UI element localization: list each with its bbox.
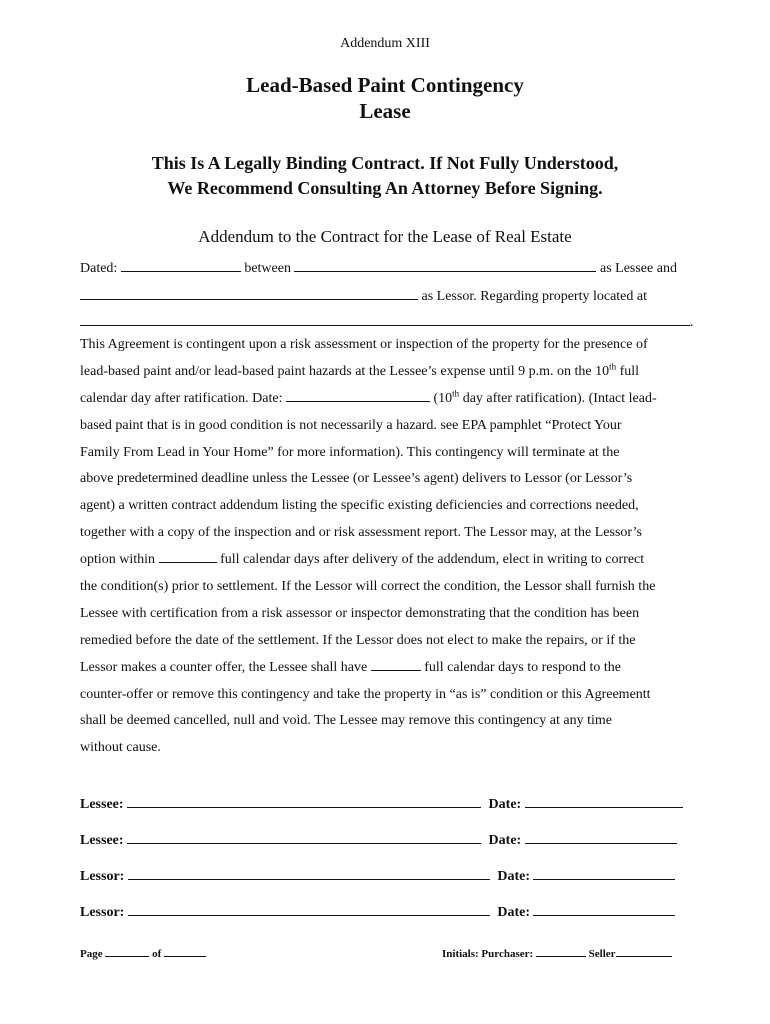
lessor-row <box>80 286 647 305</box>
signature-row-lessor-2 <box>80 902 675 921</box>
body-line: agent) a written contract addendum listing the specific existing deficiencies and corrections needed, <box>80 498 639 514</box>
lessor-signature-field[interactable] <box>128 902 490 916</box>
body-line <box>80 655 705 682</box>
document-title <box>0 72 770 124</box>
initials <box>442 946 672 960</box>
page-label: Page <box>80 948 103 960</box>
lessor-label: Lessor: <box>80 905 125 920</box>
date-label: Date: <box>488 833 522 848</box>
document-subtitle: Addendum to the Contract for the Lease of Real Estate <box>198 227 572 246</box>
purchaser-initials-field[interactable] <box>536 946 586 957</box>
dated-label: Dated: <box>80 261 118 276</box>
page-number-field[interactable] <box>105 946 149 957</box>
body-line: together with a copy of the inspection and or risk assessment report. The Lessor may, at the Lessor’s <box>80 525 642 541</box>
legal-warning <box>0 151 770 201</box>
title-line-2: Lease <box>359 99 411 123</box>
property-row <box>80 312 694 331</box>
body-line: remedied before the date of the settlement. If the Lessor does not elect to make the repairs, or if the <box>80 632 636 648</box>
lessee-days-field[interactable] <box>371 657 421 671</box>
lessee-date-field[interactable] <box>525 794 683 808</box>
property-address-field[interactable] <box>80 312 690 326</box>
body-line: Lessee with certification from a risk assessor or inspector demonstrating that the condition has been <box>80 605 640 621</box>
body-line <box>80 386 705 413</box>
signature-row-lessee-1 <box>80 794 683 813</box>
body-line <box>80 547 705 574</box>
dated-field[interactable] <box>121 258 241 272</box>
lessee-name-field[interactable] <box>294 258 596 272</box>
lessor-signature-field[interactable] <box>128 866 490 880</box>
lessee-label: Lessee: <box>80 833 124 848</box>
date-label: Date: <box>497 905 530 920</box>
lessor-suffix: as Lessor. Regarding property located at <box>421 289 647 304</box>
body-line: Family From Lead in Your Home” for more information). This contingency will terminate at the <box>80 444 620 460</box>
lessee-suffix: as Lessee and <box>599 261 677 276</box>
body-text: (10 <box>430 390 453 406</box>
date-label: Date: <box>497 869 530 884</box>
lessee-signature-field[interactable] <box>127 830 481 844</box>
lessor-date-field[interactable] <box>533 902 675 916</box>
seller-initials-field[interactable] <box>616 946 672 957</box>
body-text: option within <box>80 552 159 568</box>
body-line: based paint that is in good condition is not necessarily a hazard. see EPA pamphlet “Protect Your <box>80 417 622 433</box>
body-text: calendar day after ratification. Date: <box>80 390 286 406</box>
lessor-name-field[interactable] <box>80 286 418 300</box>
body-text: full calendar days to respond to the <box>420 659 621 675</box>
page-number <box>80 946 206 960</box>
lessee-date-field[interactable] <box>525 830 677 844</box>
signature-row-lessee-2 <box>80 830 677 849</box>
lessee-signature-field[interactable] <box>127 794 481 808</box>
body-line: shall be deemed cancelled, null and void. The Lessee may remove this contingency at any time <box>80 713 612 729</box>
body-text: lead-based paint and/or lead-based paint hazards at the Lessee’s expense until 9 p.m. on the 10 <box>80 363 610 379</box>
lessor-date-field[interactable] <box>533 866 675 880</box>
purchaser-initials-label: Initials: Purchaser: <box>442 948 534 960</box>
warning-line-1: This Is A Legally Binding Contract. If Not Fully Understood, <box>151 153 619 173</box>
superscript: th <box>452 388 460 399</box>
of-label: of <box>152 948 162 960</box>
seller-initials-label: Seller <box>588 948 616 960</box>
date-label: Date: <box>488 797 522 812</box>
title-line-1: Lead-Based Paint Contingency <box>246 73 524 97</box>
page-total-field[interactable] <box>164 946 206 957</box>
body-text: day after ratification). (Intact lead- <box>459 390 657 406</box>
ratification-date-field[interactable] <box>286 388 430 402</box>
body-text: full calendar days after delivery of the addendum, elect in writing to correct <box>216 552 645 568</box>
body-line: This Agreement is contingent upon a risk assessment or inspection of the property for the presence of <box>80 337 648 352</box>
body-line: counter-offer or remove this contingency and take the property in “as is” condition or this Agreementt <box>80 686 651 702</box>
body-text: full <box>616 363 640 379</box>
signature-row-lessor-1 <box>80 866 675 885</box>
body-line: above predetermined deadline unless the Lessee (or Lessee’s agent) delivers to Lessor (or Lessor’s <box>80 471 633 487</box>
lessee-label: Lessee: <box>80 797 124 812</box>
warning-line-2: We Recommend Consulting An Attorney Before Signing. <box>167 178 603 198</box>
superscript: th <box>609 361 617 372</box>
dated-row <box>80 258 677 277</box>
lessor-label: Lessor: <box>80 869 125 884</box>
body-line: the condition(s) prior to settlement. If the Lessor will correct the condition, the Lessor shall furnish the <box>80 579 656 595</box>
contingency-paragraph <box>80 332 705 762</box>
body-text: Lessor makes a counter offer, the Lessee shall have <box>80 659 371 675</box>
addendum-number: Addendum XIII <box>340 36 430 51</box>
property-end: . <box>690 315 694 330</box>
body-line <box>80 359 705 386</box>
lessor-days-field[interactable] <box>159 549 217 563</box>
between-label: between <box>244 261 291 276</box>
body-line: without cause. <box>80 740 161 756</box>
